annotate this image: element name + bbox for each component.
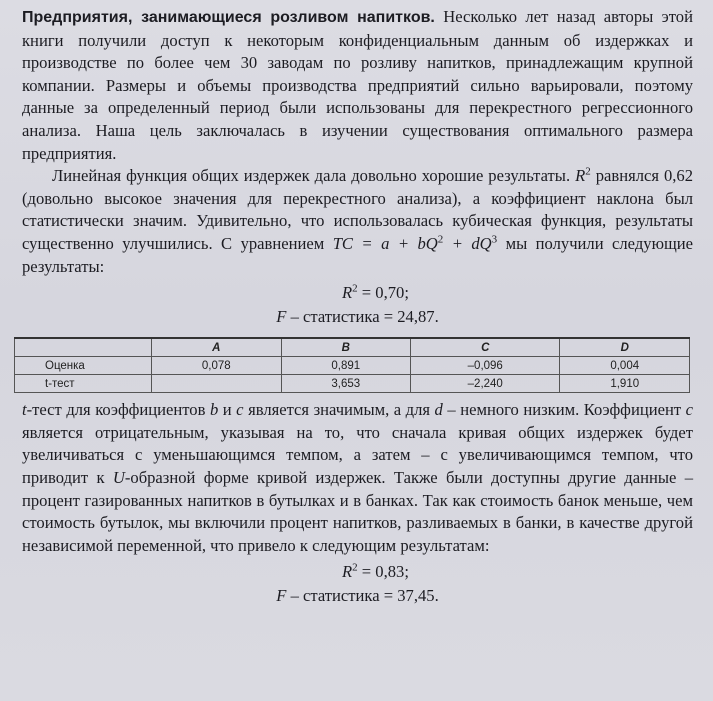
paragraph-intro-text: Несколько лет назад авторы этой книги получили доступ к некоторым конфиденциальным данным об издержках и производстве по более чем 30 заводам по розливу напитков, принадлежащим крупной компании. Размеры и объемы производства предприятий сильно варьировали, поэтому данные за определенный период были использованы для перекрестного регрессионного анализа. Наша цель заключалась в изучении существования оптимального размера предприятия.: [22, 7, 693, 163]
formula-r-squared-1: [22, 281, 693, 305]
equation-term: + dQ: [443, 233, 492, 253]
formula-f-statistic-1: [22, 305, 693, 329]
superscript: 3: [491, 233, 498, 246]
superscript: 2: [352, 561, 358, 574]
r-symbol: R: [575, 166, 586, 186]
formula-value: – статистика = 24,87.: [286, 307, 439, 327]
text-segment: и: [218, 400, 237, 420]
f-symbol: F: [276, 307, 287, 327]
superscript: 2: [437, 233, 444, 246]
table-cell: 0,891: [281, 357, 411, 375]
table-cell: 1,910: [560, 375, 690, 393]
text-segment: является значимым, а для: [243, 400, 435, 420]
row-label: Оценка: [15, 357, 152, 375]
formula-r-squared-2: [22, 560, 693, 584]
table-cell: 3,653: [281, 375, 411, 393]
u-symbol: U: [112, 467, 125, 487]
table-cell: –0,096: [411, 357, 560, 375]
paragraph-linear-cost: [22, 165, 693, 278]
f-symbol: F: [276, 586, 287, 606]
header-cell-c: C: [411, 338, 560, 357]
header-cell-d: D: [560, 338, 690, 357]
table-cell: –2,240: [411, 375, 560, 393]
t-symbol: t: [22, 400, 27, 420]
c-symbol: с: [685, 400, 693, 420]
table-row: [15, 375, 690, 393]
superscript: 2: [585, 165, 591, 178]
table-wrapper: [22, 337, 693, 393]
text-segment: равнялся 0,62 (довольно высокое значения для перекрестного анализа), а коэффициент наклона был статистически значим. Удивительно, что использовалась кубическая функция, результаты существенно улучшились. С уравнением: [22, 166, 693, 253]
header-cell-blank: [15, 338, 152, 357]
regression-results-table: [14, 337, 690, 393]
table-cell: 0,004: [560, 357, 690, 375]
formula-value: – статистика = 37,45.: [286, 586, 439, 606]
text-segment: – немного низким. Коэффициент: [442, 400, 686, 420]
equation-tc: TC: [332, 233, 353, 253]
text-segment: -образной форме кривой издержек. Также были доступны другие данные – процент газированных напитков в бутылках и в банках. Так как стоимость банок меньше, чем стоимость бутылок, мы включили процент напитков, разливаемых в банки, в качестве другой независимой переменной, что привело к следующим результатам:: [22, 467, 694, 555]
equation-term: = a + bQ: [352, 233, 438, 253]
text-segment: Линейная функция общих издержек дала довольно хорошие результаты.: [52, 166, 571, 186]
c-symbol: c: [236, 400, 244, 420]
table-row: [15, 357, 690, 375]
formula-value: = 0,70;: [357, 283, 409, 303]
r-symbol: R: [342, 283, 353, 303]
paragraph-intro: [22, 6, 693, 165]
formula-value: = 0,83;: [357, 562, 409, 582]
row-label: t-тест: [15, 375, 152, 393]
paragraph-t-test: [22, 399, 693, 557]
table-cell: 0,078: [152, 357, 282, 375]
section-lead-heading: Предприятия, занимающиеся розливом напитков.: [22, 9, 435, 26]
text-segment: является отрицательным, указывая на то, что сначала кривая общих издержек будет увеличиваться с уменьшающимся темпом, а затем – с увеличивающимся темпом, что приводит к: [22, 422, 693, 487]
table-header-row: [15, 338, 690, 357]
r-symbol: R: [342, 562, 353, 582]
d-symbol: d: [434, 400, 443, 420]
superscript: 2: [352, 282, 358, 295]
header-cell-a: A: [152, 338, 282, 357]
text-segment: -тест для коэффициентов: [26, 400, 210, 420]
text-segment: мы получили следующие результаты:: [22, 233, 693, 276]
b-symbol: b: [209, 400, 219, 420]
header-cell-b: B: [281, 338, 411, 357]
formula-f-statistic-2: [22, 584, 693, 608]
table-cell: [152, 375, 282, 393]
